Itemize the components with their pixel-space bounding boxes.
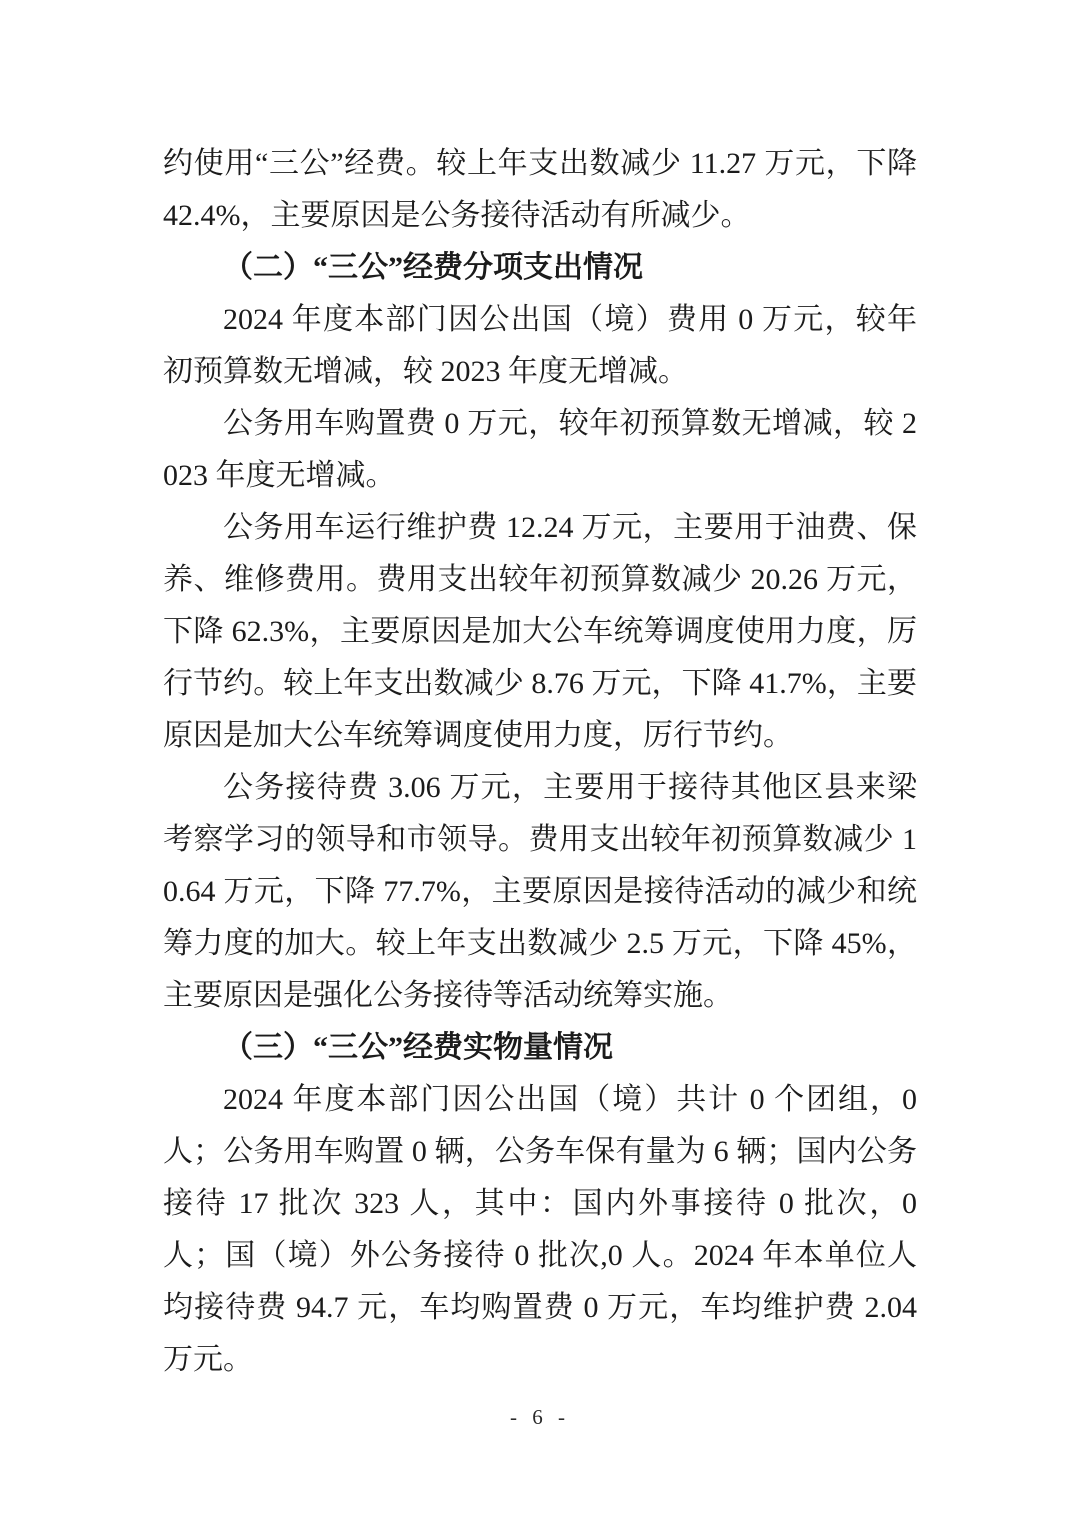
paragraph-reception-expense: 公务接待费 3.06 万元，主要用于接待其他区县来梁考察学习的领导和市领导。费用支出较年初预算数减少 10.64 万元，下降 77.7%，主要原因是接待活动的减少和统筹力度的加大。较上年支出数减少 2.5 万元，下降 45%，主要原因是强化公务接待等活动统筹实施。	[163, 771, 917, 1012]
section-heading-3: （三）“三公”经费实物量情况	[223, 1031, 613, 1064]
paragraph-continuation: 约使用“三公”经费。较上年支出数减少 11.27 万元，下降 42.4%，主要原因是公务接待活动有所减少。	[163, 147, 917, 232]
paragraph-physical-quantity: 2024 年度本部门因公出国（境）共计 0 个团组，0 人；公务用车购置 0 辆，公务车保有量为 6 辆；国内公务接待 17 批次 323 人，其中：国内外事接待 0 批次，0 人；国（境）外公务接待 0 批次,0 人。2024 年本单位人均接待费 94.7 元，车均购置费 0 万元，车均维护费 2.04 万元。	[163, 1083, 917, 1376]
paragraph-vehicle-purchase-expense: 公务用车购置费 0 万元，较年初预算数无增减，较 2023 年度无增减。	[163, 407, 917, 492]
paragraph-abroad-expense: 2024 年度本部门因公出国（境）费用 0 万元，较年初预算数无增减，较 2023 年度无增减。	[163, 303, 917, 388]
document-content	[163, 138, 917, 1386]
section-heading-2: （二）“三公”经费分项支出情况	[223, 251, 643, 284]
page-number: - 6 -	[510, 1405, 565, 1429]
paragraph-vehicle-maintenance-expense: 公务用车运行维护费 12.24 万元，主要用于油费、保养、维修费用。费用支出较年初预算数减少 20.26 万元，下降 62.3%，主要原因是加大公车统筹调度使用力度，厉行节约。较上年支出数减少 8.76 万元，下降 41.7%，主要原因是加大公车统筹调度使用力度，厉行节约。	[163, 511, 917, 752]
